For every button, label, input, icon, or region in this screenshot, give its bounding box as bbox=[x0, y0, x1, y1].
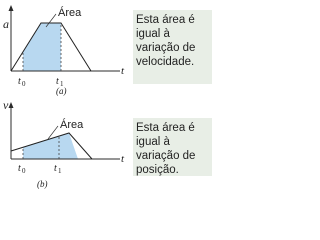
caption-line: velocidade. bbox=[136, 56, 195, 68]
t0-label: t bbox=[18, 76, 21, 87]
velocity-graph-svg bbox=[0, 95, 128, 193]
area-label: Área bbox=[58, 7, 82, 19]
area-label: Área bbox=[60, 119, 84, 131]
t1-label: t bbox=[56, 76, 59, 87]
x-axis-label: t bbox=[121, 65, 125, 77]
caption-box-velocity bbox=[133, 10, 212, 84]
shaded-area bbox=[23, 133, 78, 159]
y-axis-label: a bbox=[3, 17, 9, 31]
t0-subscript: 0 bbox=[22, 80, 26, 88]
t1-label: t bbox=[54, 163, 57, 174]
acceleration-graph bbox=[0, 0, 128, 96]
caption-line: igual à bbox=[136, 28, 170, 40]
caption-box-position bbox=[133, 118, 212, 176]
caption-line: Esta área é bbox=[136, 122, 195, 134]
y-axis-arrow bbox=[9, 102, 14, 108]
t0-subscript: 0 bbox=[22, 167, 26, 175]
velocity-graph bbox=[0, 95, 128, 193]
caption-line: posição. bbox=[136, 164, 179, 176]
acceleration-graph-svg bbox=[0, 0, 128, 96]
shaded-area bbox=[23, 23, 61, 71]
y-axis-arrow bbox=[9, 5, 14, 11]
caption-line: igual à bbox=[136, 136, 170, 148]
x-axis-label: t bbox=[121, 153, 125, 165]
t0-label: t bbox=[18, 163, 21, 174]
y-axis-label: v bbox=[3, 98, 9, 112]
caption-line: variação de bbox=[136, 150, 196, 162]
t1-subscript: 1 bbox=[60, 80, 64, 88]
caption-line: variação de bbox=[136, 42, 196, 54]
graph-caption: (b) bbox=[37, 179, 48, 189]
t1-subscript: 1 bbox=[58, 167, 62, 175]
graph-caption: (a) bbox=[56, 86, 67, 96]
caption-line: Esta área é bbox=[136, 14, 195, 26]
